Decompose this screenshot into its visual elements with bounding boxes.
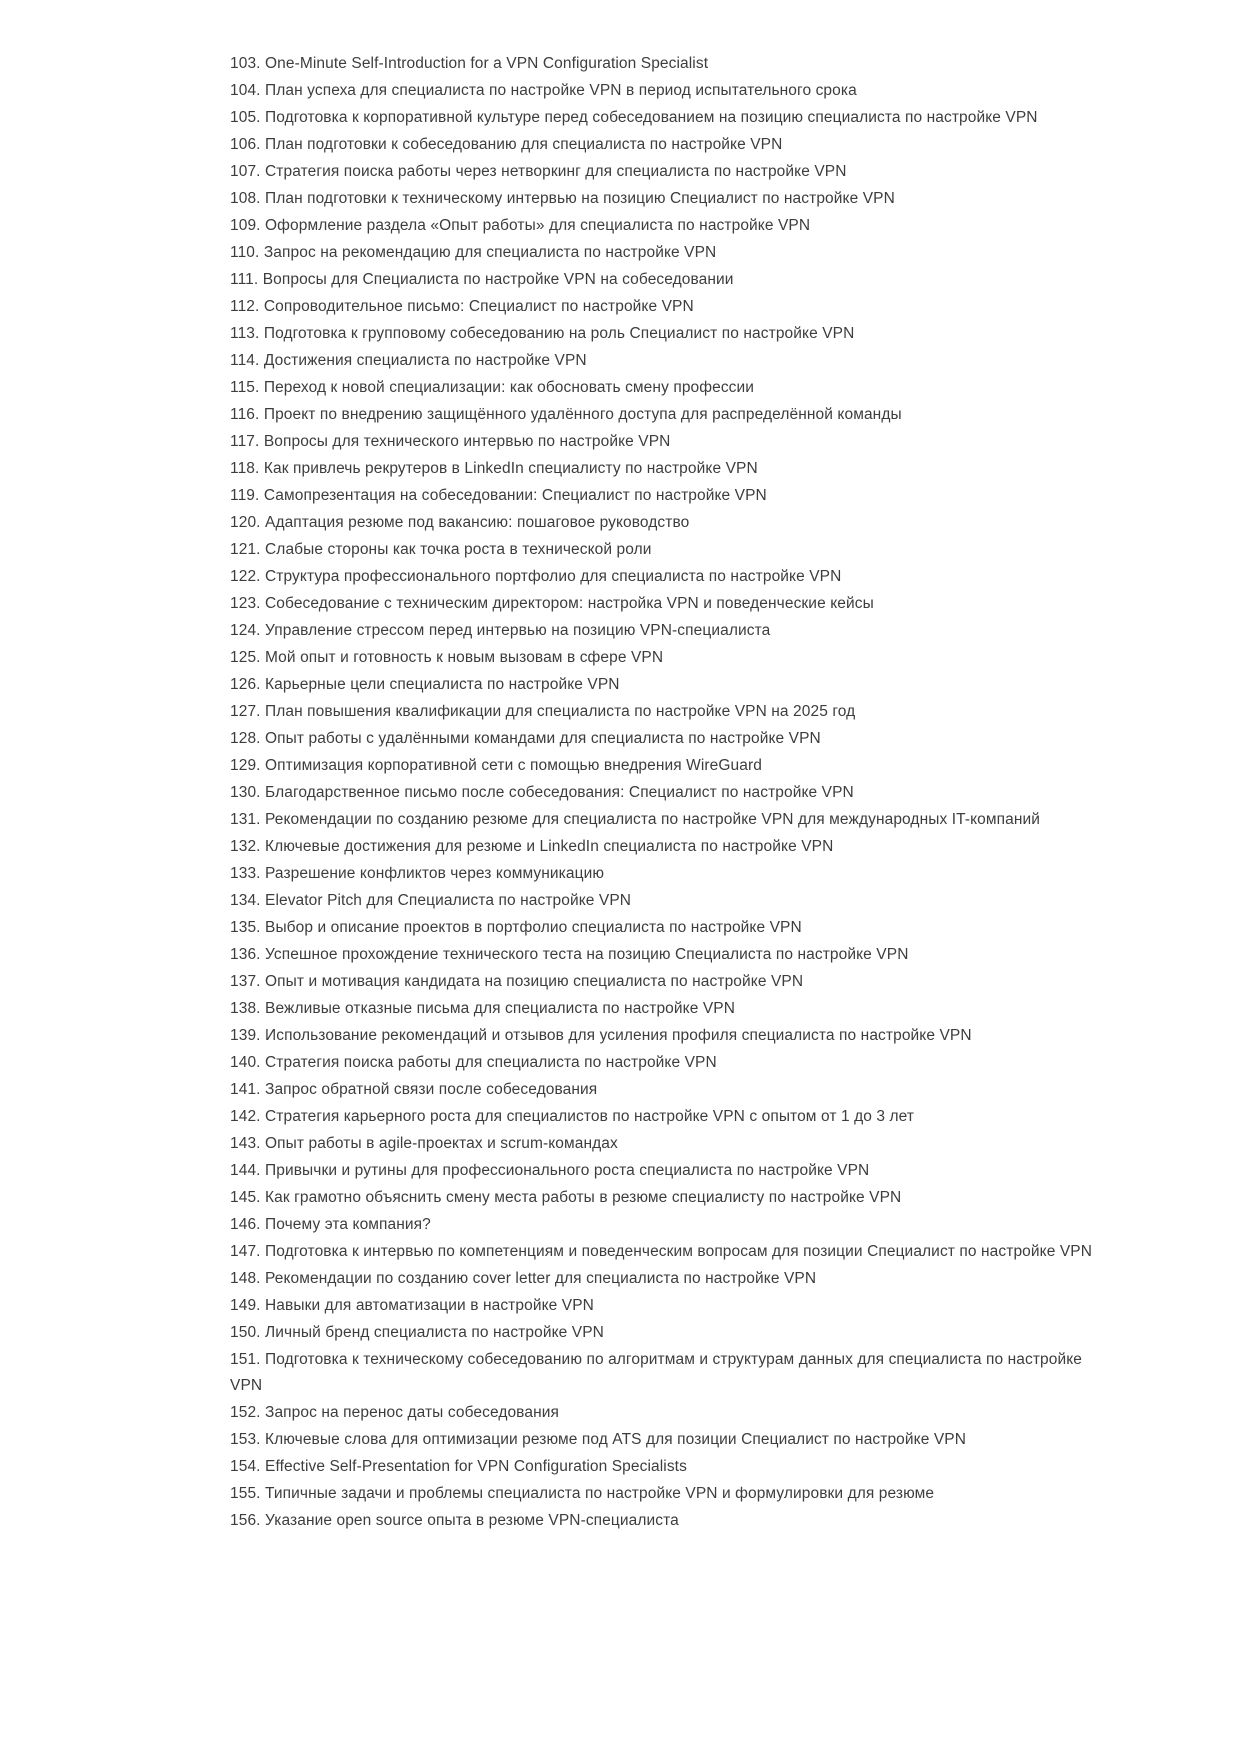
- item-text: Личный бренд специалиста по настройке VPN: [265, 1324, 604, 1341]
- item-number: 143.: [230, 1135, 261, 1152]
- item-number: 110.: [230, 244, 260, 261]
- item-text: Ключевые слова для оптимизации резюме под ATS для позиции Специалист по настройке VPN: [265, 1431, 967, 1448]
- item-number: 127.: [230, 703, 261, 720]
- item-text: Указание open source опыта в резюме VPN-специалиста: [265, 1512, 679, 1529]
- item-number: 151.: [230, 1351, 261, 1368]
- item-number: 119.: [230, 487, 260, 504]
- item-number: 122.: [230, 568, 261, 585]
- item-number: 156.: [230, 1512, 261, 1529]
- item-number: 141.: [230, 1081, 261, 1098]
- list-item: [230, 1131, 1110, 1157]
- list-item: [230, 132, 1110, 158]
- item-text: Достижения специалиста по настройке VPN: [263, 352, 587, 369]
- item-text: Разрешение конфликтов через коммуникацию: [265, 865, 605, 882]
- list-item: [230, 888, 1110, 914]
- list-item: [230, 1266, 1110, 1292]
- item-number: 145.: [230, 1189, 261, 1206]
- item-text: Опыт работы с удалёнными командами для специалиста по настройке VPN: [265, 730, 821, 747]
- item-number: 133.: [230, 865, 261, 882]
- list-item: [230, 375, 1110, 401]
- item-number: 109.: [230, 217, 261, 234]
- item-text: Структура профессионального портфолио для специалиста по настройке VPN: [265, 568, 842, 585]
- item-text: План подготовки к собеседованию для специалиста по настройке VPN: [265, 136, 783, 153]
- list-item: [230, 942, 1110, 968]
- item-text: Привычки и рутины для профессионального роста специалиста по настройке VPN: [265, 1162, 870, 1179]
- item-text: Ключевые достижения для резюме и LinkedIn специалиста по настройке VPN: [265, 838, 834, 855]
- item-text: Проект по внедрению защищённого удалённого доступа для распределённой команды: [263, 406, 902, 423]
- list-item: [230, 1023, 1110, 1049]
- item-number: 108.: [230, 190, 261, 207]
- item-text: Выбор и описание проектов в портфолио специалиста по настройке VPN: [265, 919, 802, 936]
- list-item: [230, 1212, 1110, 1238]
- item-number: 126.: [230, 676, 261, 693]
- item-text: Собеседование с техническим директором: настройка VPN и поведенческие кейсы: [265, 595, 874, 612]
- list-item: [230, 672, 1110, 698]
- item-number: 116.: [230, 406, 260, 423]
- list-item: [230, 564, 1110, 590]
- item-number: 104.: [230, 82, 261, 99]
- item-number: 115.: [230, 379, 260, 396]
- item-text: Elevator Pitch для Специалиста по настройке VPN: [265, 892, 632, 909]
- list-item: [230, 996, 1110, 1022]
- list-item: [230, 537, 1110, 563]
- list-item: [230, 1077, 1110, 1103]
- item-text: Переход к новой специализации: как обосновать смену профессии: [263, 379, 755, 396]
- list-item: [230, 1050, 1110, 1076]
- list-item: [230, 402, 1110, 428]
- item-text: Типичные задачи и проблемы специалиста по настройке VPN и формулировки для резюме: [265, 1485, 935, 1502]
- list-item: [230, 51, 1110, 77]
- item-text: Вопросы для технического интервью по настройке VPN: [263, 433, 671, 450]
- item-number: 149.: [230, 1297, 261, 1314]
- item-number: 132.: [230, 838, 261, 855]
- item-number: 139.: [230, 1027, 261, 1044]
- list-item: [230, 267, 1110, 293]
- item-text: Оптимизация корпоративной сети с помощью внедрения WireGuard: [265, 757, 762, 774]
- list-item: [230, 1347, 1110, 1399]
- list-item: [230, 483, 1110, 509]
- list-item: [230, 456, 1110, 482]
- list-item: [230, 1104, 1110, 1130]
- list-item: [230, 1400, 1110, 1426]
- list-item: [230, 1454, 1110, 1480]
- item-text: Слабые стороны как точка роста в технической роли: [265, 541, 652, 558]
- list-item: [230, 807, 1110, 833]
- item-text: Effective Self-Presentation for VPN Configuration Specialists: [265, 1458, 687, 1475]
- item-text: Запрос на перенос даты собеседования: [265, 1404, 559, 1421]
- item-text: Рекомендации по созданию cover letter для специалиста по настройке VPN: [265, 1270, 817, 1287]
- item-text: Подготовка к корпоративной культуре перед собеседованием на позицию специалиста по настройке VPN: [265, 109, 1038, 126]
- item-number: 140.: [230, 1054, 261, 1071]
- item-text: Стратегия поиска работы через нетворкинг для специалиста по настройке VPN: [265, 163, 847, 180]
- item-number: 147.: [230, 1243, 261, 1260]
- list-item: [230, 645, 1110, 671]
- item-number: 153.: [230, 1431, 261, 1448]
- item-text: Мой опыт и готовность к новым вызовам в сфере VPN: [265, 649, 664, 666]
- list-item: [230, 429, 1110, 455]
- item-number: 135.: [230, 919, 261, 936]
- item-number: 125.: [230, 649, 261, 666]
- list-item: [230, 1185, 1110, 1211]
- item-number: 136.: [230, 946, 261, 963]
- list-item: [230, 321, 1110, 347]
- item-text: Стратегия поиска работы для специалиста по настройке VPN: [265, 1054, 717, 1071]
- item-number: 144.: [230, 1162, 261, 1179]
- list-item: [230, 780, 1110, 806]
- item-text: Почему эта компания?: [265, 1216, 431, 1233]
- item-text: Оформление раздела «Опыт работы» для специалиста по настройке VPN: [265, 217, 811, 234]
- list-item: [230, 159, 1110, 185]
- item-number: 155.: [230, 1485, 261, 1502]
- list-item: [230, 591, 1110, 617]
- list-item: [230, 1158, 1110, 1184]
- item-text: Вежливые отказные письма для специалиста по настройке VPN: [265, 1000, 736, 1017]
- item-number: 120.: [230, 514, 261, 531]
- list-item: [230, 915, 1110, 941]
- item-number: 112.: [230, 298, 260, 315]
- item-number: 114.: [230, 352, 260, 369]
- item-text: Стратегия карьерного роста для специалистов по настройке VPN с опытом от 1 до 3 лет: [265, 1108, 915, 1125]
- list-item: [230, 510, 1110, 536]
- item-number: 152.: [230, 1404, 261, 1421]
- item-text: Запрос обратной связи после собеседования: [265, 1081, 598, 1098]
- list-item: [230, 1481, 1110, 1507]
- item-text: Как привлечь рекрутеров в LinkedIn специалисту по настройке VPN: [263, 460, 758, 477]
- list-item: [230, 1508, 1110, 1534]
- item-number: 129.: [230, 757, 261, 774]
- item-number: 111.: [230, 271, 259, 288]
- item-number: 107.: [230, 163, 261, 180]
- list-item: [230, 1239, 1110, 1265]
- list-item: [230, 726, 1110, 752]
- item-number: 138.: [230, 1000, 261, 1017]
- item-text: Самопрезентация на собеседовании: Специалист по настройке VPN: [263, 487, 767, 504]
- list-item: [230, 969, 1110, 995]
- item-text: Карьерные цели специалиста по настройке VPN: [265, 676, 620, 693]
- item-number: 113.: [230, 325, 260, 342]
- list-item: [230, 213, 1110, 239]
- item-number: 128.: [230, 730, 261, 747]
- item-number: 148.: [230, 1270, 261, 1287]
- item-number: 130.: [230, 784, 261, 801]
- list-item: [230, 834, 1110, 860]
- list-item: [230, 348, 1110, 374]
- list-item: [230, 618, 1110, 644]
- item-text: Вопросы для Специалиста по настройке VPN на собеседовании: [262, 271, 734, 288]
- list-item: [230, 294, 1110, 320]
- list-item: [230, 240, 1110, 266]
- item-text: План повышения квалификации для специалиста по настройке VPN на 2025 год: [265, 703, 856, 720]
- item-text: Запрос на рекомендацию для специалиста по настройке VPN: [263, 244, 717, 261]
- item-number: 154.: [230, 1458, 261, 1475]
- list-item: [230, 699, 1110, 725]
- item-text: Как грамотно объяснить смену места работы в резюме специалисту по настройке VPN: [265, 1189, 902, 1206]
- item-number: 134.: [230, 892, 261, 909]
- item-number: 103.: [230, 55, 261, 72]
- list-item: [230, 78, 1110, 104]
- item-number: 146.: [230, 1216, 261, 1233]
- item-number: 137.: [230, 973, 261, 990]
- list-item: [230, 861, 1110, 887]
- item-text: Рекомендации по созданию резюме для специалиста по настройке VPN для международных IT-компаний: [265, 811, 1041, 828]
- item-text: Использование рекомендаций и отзывов для усиления профиля специалиста по настройке VPN: [265, 1027, 972, 1044]
- item-number: 124.: [230, 622, 261, 639]
- item-number: 106.: [230, 136, 261, 153]
- list-item: [230, 1427, 1110, 1453]
- item-text: Благодарственное письмо после собеседования: Специалист по настройке VPN: [265, 784, 854, 801]
- list-item: [230, 753, 1110, 779]
- item-text: Опыт и мотивация кандидата на позицию специалиста по настройке VPN: [265, 973, 804, 990]
- item-number: 142.: [230, 1108, 261, 1125]
- item-text: Успешное прохождение технического теста на позицию Специалиста по настройке VPN: [265, 946, 909, 963]
- item-text: Подготовка к интервью по компетенциям и поведенческим вопросам для позиции Специалист по настройке VPN: [265, 1243, 1092, 1260]
- item-text: Подготовка к групповому собеседованию на роль Специалист по настройке VPN: [263, 325, 855, 342]
- item-text: One-Minute Self-Introduction for a VPN Configuration Specialist: [265, 55, 709, 72]
- list-item: [230, 1320, 1110, 1346]
- item-number: 117.: [230, 433, 260, 450]
- item-text: Адаптация резюме под вакансию: пошаговое руководство: [265, 514, 690, 531]
- item-text: Навыки для автоматизации в настройке VPN: [265, 1297, 594, 1314]
- item-number: 123.: [230, 595, 261, 612]
- item-number: 131.: [230, 811, 261, 828]
- item-number: 118.: [230, 460, 260, 477]
- item-number: 150.: [230, 1324, 261, 1341]
- item-number: 121.: [230, 541, 261, 558]
- item-text: Опыт работы в agile-проектах и scrum-командах: [265, 1135, 618, 1152]
- numbered-list: [230, 51, 1110, 1535]
- list-item: [230, 1293, 1110, 1319]
- list-item: [230, 186, 1110, 212]
- list-item: [230, 105, 1110, 131]
- item-text: План успеха для специалиста по настройке VPN в период испытательного срока: [265, 82, 857, 99]
- item-number: 105.: [230, 109, 261, 126]
- item-text: Сопроводительное письмо: Специалист по настройке VPN: [263, 298, 694, 315]
- item-text: План подготовки к техническому интервью на позицию Специалист по настройке VPN: [265, 190, 895, 207]
- item-text: Управление стрессом перед интервью на позицию VPN-специалиста: [265, 622, 771, 639]
- item-text: Подготовка к техническому собеседованию по алгоритмам и структурам данных для специалиста по настройке VPN: [230, 1351, 1083, 1394]
